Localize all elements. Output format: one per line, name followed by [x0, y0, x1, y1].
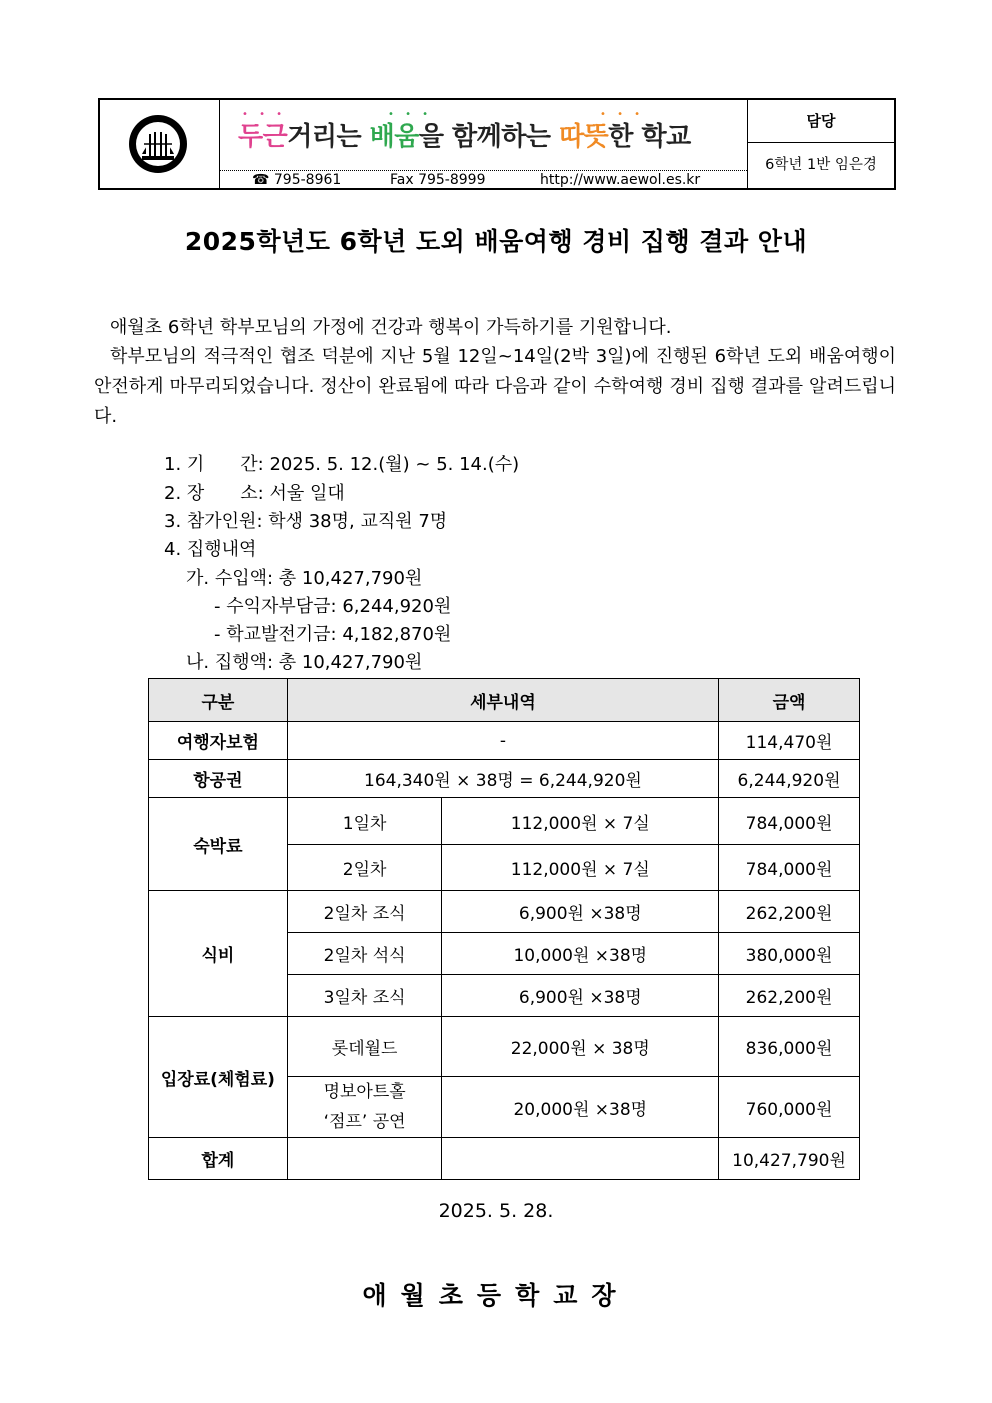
teacher-name: 6학년 1반 임은경 — [765, 157, 877, 173]
decorative-dots-icon: • • • — [600, 109, 645, 120]
logo-cell — [100, 100, 220, 188]
contact-line — [220, 170, 747, 189]
table-row — [149, 760, 860, 798]
detail-cell: 22,000원 × 38명 — [442, 1017, 719, 1077]
table-row — [149, 1017, 860, 1077]
table-total-row — [149, 1138, 860, 1180]
header-amount: 금액 — [719, 679, 860, 722]
table-header-row — [149, 679, 860, 722]
principal-signature: 애월초등학교장 — [362, 1281, 630, 1310]
amount-cell: 784,000원 — [719, 798, 860, 845]
phone-number: ☎ 795-8961 — [252, 172, 342, 188]
subcategory-cell: 1일차 — [287, 798, 442, 845]
period-item: 1. 기 간: 2025. 5. 12.(월) ~ 5. 14.(수) — [164, 454, 520, 475]
category-cell: 숙박료 — [149, 798, 288, 891]
detail-cell: 6,900원 ×38명 — [442, 975, 719, 1017]
category-cell: 항공권 — [149, 760, 288, 798]
detail-cell: 112,000원 × 7실 — [442, 798, 719, 845]
subcategory-cell — [287, 1077, 442, 1138]
school-emblem-icon — [128, 114, 188, 174]
subcategory-cell: 롯데월드 — [287, 1017, 442, 1077]
amount-cell: 380,000원 — [719, 933, 860, 975]
amount-cell: 760,000원 — [719, 1077, 860, 1138]
empty-cell — [287, 1138, 442, 1180]
school-header — [98, 98, 896, 190]
income-subitem: - 학교발전기금: 4,182,870원 — [214, 624, 452, 645]
category-cell: 입장료(체험료) — [149, 1017, 288, 1138]
subcategory-line: ‘점프’ 공연 — [323, 1112, 406, 1132]
category-cell: 식비 — [149, 891, 288, 1017]
detail-cell: 20,000원 ×38명 — [442, 1077, 719, 1138]
motto-cell — [220, 100, 748, 188]
amount-cell: 6,244,920원 — [719, 760, 860, 798]
detail-cell: 6,900원 ×38명 — [442, 891, 719, 933]
amount-cell: 836,000원 — [719, 1017, 860, 1077]
subcategory-cell: 3일차 조식 — [287, 975, 442, 1017]
table-row — [149, 891, 860, 933]
empty-cell — [442, 1138, 719, 1180]
subcategory-line: 명보아트홀 — [323, 1082, 406, 1102]
fax-number: Fax 795-8999 — [390, 172, 486, 188]
income-subitem: - 수익자부담금: 6,244,920원 — [214, 596, 452, 617]
subcategory-cell: 2일차 — [287, 845, 442, 891]
spend-item: 나. 집행액: 총 10,427,790원 — [186, 652, 423, 673]
amount-cell: 262,200원 — [719, 891, 860, 933]
expense-table — [148, 678, 860, 1180]
income-item: 가. 수입액: 총 10,427,790원 — [186, 568, 423, 589]
execution-heading: 4. 집행내역 — [164, 539, 257, 560]
detail-cell: 112,000원 × 7실 — [442, 845, 719, 891]
table-row — [149, 798, 860, 845]
intro-paragraph: 학부모님의 적극적인 협조 덕분에 지난 5월 12일~14일(2박 3일)에 진행된 6학년 도외 배움여행이 안전하게 마무리되었습니다. 정산이 완료됨에 따라 다음과 같이 수학여행 경비 집행 결과를 알려드립니다. — [94, 346, 896, 427]
detail-cell: 164,340원 × 38명 = 6,244,920원 — [287, 760, 718, 798]
approval-label: 담당 — [748, 100, 894, 143]
approval-cell — [748, 100, 894, 188]
header-category: 구분 — [149, 679, 288, 722]
table-row — [149, 722, 860, 760]
place-item: 2. 장 소: 서울 일대 — [164, 483, 345, 504]
detail-cell: - — [287, 722, 718, 760]
total-label: 합계 — [149, 1138, 288, 1180]
amount-cell: 262,200원 — [719, 975, 860, 1017]
greeting-paragraph: 애월초 6학년 학부모님의 가정에 건강과 행복이 가득하기를 기원합니다. — [110, 317, 672, 338]
total-amount: 10,427,790원 — [719, 1138, 860, 1180]
decorative-dots-icon: • • • — [242, 109, 287, 120]
decorative-dots-icon: • • • — [388, 109, 433, 120]
amount-cell: 784,000원 — [719, 845, 860, 891]
subcategory-cell: 2일차 석식 — [287, 933, 442, 975]
detail-cell: 10,000원 ×38명 — [442, 933, 719, 975]
participants-item: 3. 참가인원: 학생 38명, 교직원 7명 — [164, 511, 448, 532]
header-detail: 세부내역 — [287, 679, 718, 722]
document-date: 2025. 5. 28. — [438, 1200, 554, 1222]
school-url[interactable]: http://www.aewol.es.kr — [540, 172, 701, 188]
amount-cell: 114,470원 — [719, 722, 860, 760]
document-title: 2025학년도 6학년 도외 배움여행 경비 집행 결과 안내 — [184, 227, 808, 256]
category-cell: 여행자보험 — [149, 722, 288, 760]
school-motto: 두근거리는 배움을 함께하는 따뜻한 학교 — [238, 122, 691, 152]
subcategory-cell: 2일차 조식 — [287, 891, 442, 933]
